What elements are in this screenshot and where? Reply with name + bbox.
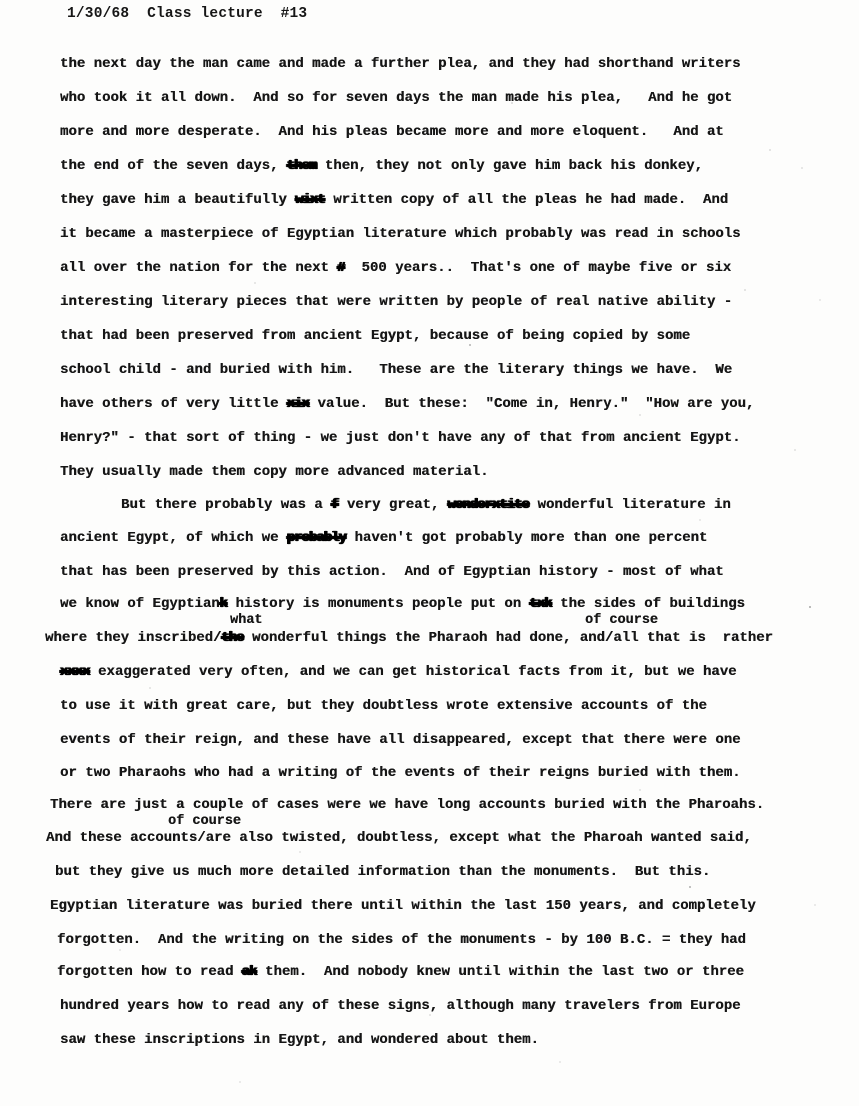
text-segment: value. But these: "Come in, Henry." "How are you, <box>309 396 755 412</box>
inserted-word: of course <box>168 814 241 829</box>
text-line <box>60 662 737 682</box>
text-segment: or two Pharaohs who had a writing of the events of their reigns buried with them. <box>60 765 741 781</box>
struck-text: f <box>331 497 339 513</box>
text-line <box>60 54 741 74</box>
text-line <box>60 763 741 783</box>
text-line <box>55 862 710 882</box>
text-line <box>60 326 690 346</box>
text-segment: more and more desperate. And his pleas became more and more eloquent. And at <box>60 124 724 140</box>
text-segment: school child - and buried with him. These are the literary things we have. We <box>60 362 733 378</box>
text-line <box>60 360 732 380</box>
text-line <box>60 1030 539 1050</box>
struck-text: k <box>219 596 228 612</box>
text-segment: hundred years how to read any of these signs, although many travelers from Europe <box>60 998 741 1014</box>
inserted-word: of course <box>585 613 658 628</box>
text-segment: written copy of all the pleas he had made. And <box>324 192 729 208</box>
struck-text: wonderxtite <box>447 497 530 513</box>
struck-text: probably <box>286 530 347 546</box>
text-segment: that had been preserved from ancient Egypt, because of being copied by some <box>60 328 691 344</box>
struck-text: # <box>337 260 345 276</box>
text-line <box>57 930 746 950</box>
text-line <box>60 88 732 108</box>
text-segment: forgotten how to read <box>57 964 242 980</box>
text-segment: who took it all down. And so for seven days the man made his plea, And he got <box>60 90 733 106</box>
text-line <box>57 962 744 982</box>
text-segment: forgotten. And the writing on the sides of the monuments - by 100 B.C. = they had <box>57 932 746 948</box>
text-line <box>60 394 754 414</box>
text-segment: interesting literary pieces that were written by people of real native ability - <box>60 294 733 310</box>
text-line <box>50 795 764 815</box>
text-segment: events of their reign, and these have all disappeared, except that there were one <box>60 732 741 748</box>
text-segment: we know of Egyptian <box>60 596 220 612</box>
text-line <box>60 428 741 448</box>
text-line <box>60 224 741 244</box>
text-segment: Egyptian literature was buried there until within the last 150 years, and completely <box>50 898 756 914</box>
text-line <box>60 996 741 1016</box>
text-line <box>46 828 752 848</box>
text-line <box>60 528 707 548</box>
text-segment: have others of very little <box>60 396 287 412</box>
text-segment: the end of the seven days, <box>60 158 287 174</box>
text-segment: wonderful things the Pharaoh had done, and/all that is rather <box>243 630 773 646</box>
text-segment: to use it with great care, but they doubtless wrote extensive accounts of the <box>60 698 707 714</box>
text-segment: But there probably was a <box>121 497 332 513</box>
struck-text: ak <box>241 964 257 980</box>
text-segment: ancient Egypt, of which we <box>60 530 287 546</box>
text-line <box>60 462 488 482</box>
text-segment: haven't got probably more than one percent <box>346 530 708 546</box>
text-line <box>60 258 731 278</box>
text-segment: very great, <box>338 497 448 513</box>
text-segment: They usually made them copy more advanced material. <box>60 464 489 480</box>
text-segment: all over the nation for the next <box>60 260 338 276</box>
text-segment: them. And nobody knew until within the last two or three <box>256 964 744 980</box>
text-line <box>121 495 731 515</box>
struck-text: xxxx <box>60 664 90 680</box>
text-segment: but they give us much more detailed information than the monuments. But this. <box>55 864 711 880</box>
inserted-word: what <box>230 613 263 628</box>
text-line <box>45 628 773 648</box>
text-line <box>60 696 707 716</box>
page-header: 1/30/68 Class lecture #13 <box>67 6 308 22</box>
text-segment: And these accounts/are also twisted, doubtless, except what the Pharoah wanted said, <box>46 830 752 846</box>
text-segment: it became a masterpiece of Egyptian literature which probably was read in schools <box>60 226 741 242</box>
struck-text: wixt <box>295 192 325 208</box>
text-segment: There are just a couple of cases were we have long accounts buried with the Pharoahs. <box>50 797 765 813</box>
text-segment: the next day the man came and made a further plea, and they had shorthand writers <box>60 56 741 72</box>
text-line <box>50 896 756 916</box>
text-line <box>60 730 741 750</box>
struck-text: txk <box>529 596 552 612</box>
text-segment: Henry?" - that sort of thing - we just don't have any of that from ancient Egypt. <box>60 430 741 446</box>
text-segment: history is monuments people put on <box>227 596 530 612</box>
text-line <box>60 292 732 312</box>
text-segment: wonderful literature in <box>529 497 731 513</box>
text-line <box>60 122 724 142</box>
text-segment: exaggerated very often, and we can get historical facts from it, but we have <box>89 664 737 680</box>
text-segment: 500 years.. That's one of maybe five or six <box>344 260 732 276</box>
text-segment: saw these inscriptions in Egypt, and wondered about them. <box>60 1032 539 1048</box>
struck-text: them <box>286 158 317 174</box>
text-segment: the sides of buildings <box>551 596 745 612</box>
text-line <box>60 156 703 176</box>
struck-text: xix <box>286 396 310 412</box>
text-line <box>60 562 724 582</box>
text-segment: that has been preserved by this action. And of Egyptian history - most of what <box>60 564 724 580</box>
text-segment: then, they not only gave him back his donkey, <box>316 158 703 174</box>
text-line <box>60 190 728 210</box>
text-segment: they gave him a beautifully <box>60 192 296 208</box>
text-segment: where they inscribed/ <box>45 630 222 646</box>
struck-text: the <box>221 630 244 646</box>
